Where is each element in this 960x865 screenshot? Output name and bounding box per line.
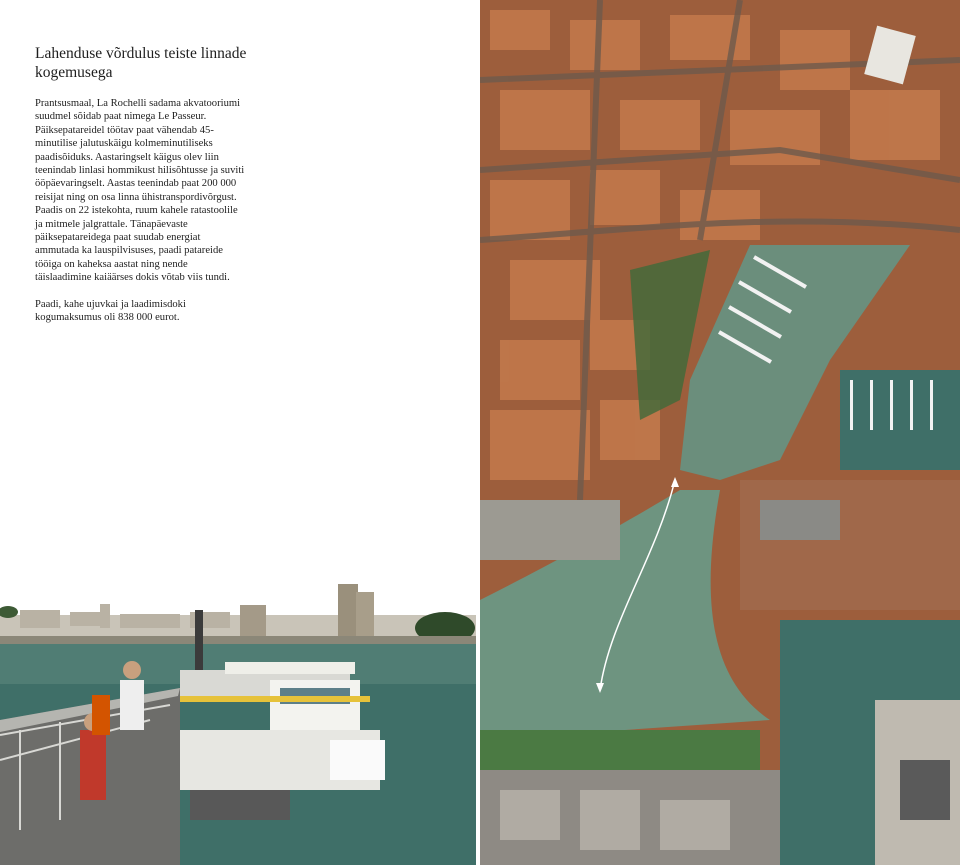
left-page — [0, 0, 476, 865]
article-heading: Lahenduse võrdulus teiste linnade kogemusega — [35, 45, 247, 81]
harbour-photo — [0, 570, 476, 865]
article-body — [35, 97, 245, 338]
article-paragraph-2: Paadi, kahe ujuvkai ja laadimisdoki kogumaksumus oli 838 000 eurot. — [35, 299, 186, 324]
aerial-photo — [480, 0, 960, 865]
article-paragraph-1: Prantsusmaal, La Rochelli sadama akvatooriumi suudmel sõidab paat nimega Le Passeur. Päiksepatareidel töötav paat vähendab 45-minutilise jalutuskäigu kolmeminutiliseks paadisõiduks. Aastaringselt käigus olev liin teenindab linlasi hommikust hilisõhtusse ja suviti ööpäevaringselt. Aastas teenindab paat 200 000 reisijat ning on osa linna ühistranspordivõrgust. Paadis on 22 istekohta, ruum kahele ratastoolile ja mitmele jalgrattale. Tänapäevaste päiksepatareidega paat suudab energiat ammutada ka lauspilvisuses, paadi patareide tööiga on kaheksa aastat ning nende täislaadimine kaiäärses dokis võtab viis tundi. — [35, 98, 245, 284]
